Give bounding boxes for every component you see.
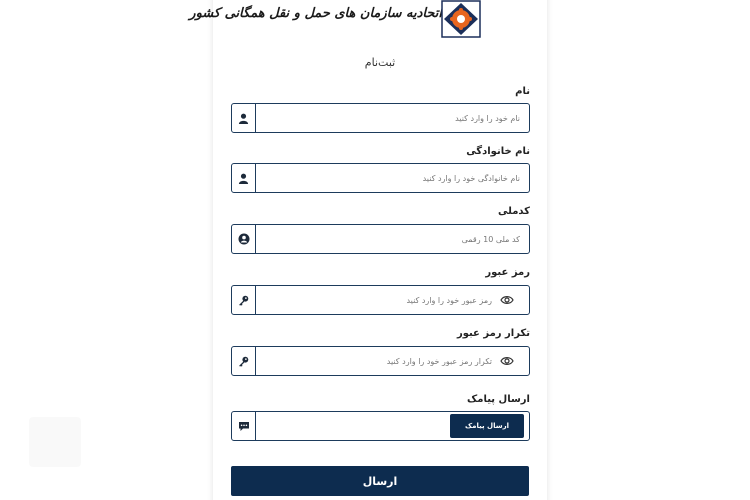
- first-name-label: نام: [515, 86, 530, 97]
- logo: [189, 0, 482, 38]
- key-icon: [232, 347, 256, 375]
- user-icon: [232, 104, 256, 132]
- user-icon: [232, 164, 256, 192]
- send-sms-button[interactable]: ارسال پیامک: [450, 414, 524, 438]
- last-name-input[interactable]: [258, 164, 524, 192]
- key-icon: [232, 286, 256, 314]
- organization-emblem-icon: [441, 0, 481, 38]
- sms-field: [231, 411, 530, 441]
- repeat-password-input[interactable]: [258, 347, 496, 375]
- national-id-field: [231, 224, 530, 254]
- id-circle-icon: [232, 225, 256, 253]
- repeat-password-label: تکرار رمز عبور: [456, 328, 530, 339]
- password-label: رمز عبور: [485, 267, 530, 278]
- last-name-field: [231, 163, 530, 193]
- show-password-eye-icon[interactable]: [500, 294, 514, 306]
- submit-button[interactable]: ارسال: [231, 466, 529, 496]
- sms-code-input[interactable]: [258, 412, 448, 440]
- show-password-eye-icon[interactable]: [500, 355, 514, 367]
- password-field: [231, 285, 530, 315]
- sms-icon: [232, 412, 256, 440]
- national-id-label: کدملی: [498, 206, 530, 217]
- password-input[interactable]: [258, 286, 496, 314]
- registration-card: [189, 0, 547, 500]
- last-name-label: نام خانوادگی: [466, 146, 530, 157]
- sms-label: ارسال پیامک: [467, 394, 530, 405]
- repeat-password-field: [231, 346, 530, 376]
- floating-widget[interactable]: [29, 417, 81, 467]
- first-name-input[interactable]: [258, 104, 524, 132]
- logo-text: اتحادیه سازمان های حمل و نقل همگانی کشور: [189, 6, 442, 21]
- form-title: ثبت‌نام: [364, 56, 396, 69]
- first-name-field: [231, 103, 530, 133]
- national-id-input[interactable]: [258, 225, 524, 253]
